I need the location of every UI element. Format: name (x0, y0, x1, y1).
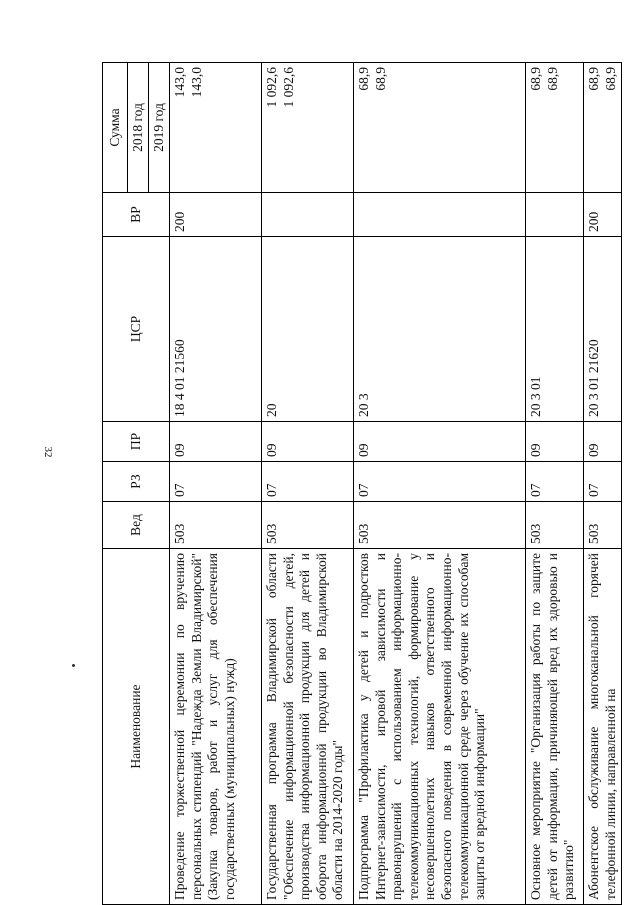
row-vr (262, 193, 354, 237)
row-rz: 07 (262, 462, 354, 502)
rotated-table-wrapper (102, 63, 617, 905)
row-pr: 09 (262, 422, 354, 462)
row-2019: 1 092,6 (280, 67, 296, 108)
table-row (584, 63, 622, 905)
row-name: Основное мероприятие "Организация работы по защите детей от информации, причиняющей вред их здоровью и развитию" (526, 549, 584, 905)
row-2018: 68,9 (586, 67, 601, 91)
row-csr: 18 4 01 21560 (170, 237, 262, 422)
row-csr: 20 3 (354, 237, 526, 422)
row-ved: 503 (526, 502, 584, 549)
row-ved: 503 (354, 502, 526, 549)
row-pr: 09 (584, 422, 622, 462)
row-ved: 503 (170, 502, 262, 549)
row-sum-cell (584, 63, 622, 193)
row-vr: 200 (584, 193, 622, 237)
row-2018: 68,9 (528, 67, 543, 91)
row-sum-cell (354, 63, 526, 193)
row-2018: 1 092,6 (264, 67, 279, 108)
header-2019: 2019 год (149, 63, 170, 193)
row-sum-cell (262, 63, 354, 193)
row-2019: 68,9 (372, 67, 388, 91)
header-row (103, 63, 128, 905)
row-pr: 09 (170, 422, 262, 462)
row-2019: 68,9 (544, 67, 560, 91)
row-rz: 07 (170, 462, 262, 502)
row-rz: 07 (584, 462, 622, 502)
row-name: Государственная программа Владимирской области "Обеспечение информационной безопасности детей, производства информационной продукции для детей и оборота информационной продукции во Владимирской области на 2014-2020 годы" (262, 549, 354, 905)
header-name: Наименование (103, 549, 170, 905)
table-row (354, 63, 526, 905)
row-rz: 07 (526, 462, 584, 502)
table-row (170, 63, 262, 905)
header-vr: ВР (103, 193, 170, 237)
scan-dot (72, 664, 75, 667)
row-sum-cell (170, 63, 262, 193)
row-csr: 20 (262, 237, 354, 422)
header-pr: ПР (103, 422, 170, 462)
header-rz: РЗ (103, 462, 170, 502)
page-number: 32 (42, 446, 54, 458)
table-row (526, 63, 584, 905)
row-2018: 143,0 (172, 67, 187, 98)
header-sum: Сумма (103, 63, 128, 193)
row-rz: 07 (354, 462, 526, 502)
row-name: Проведение торжественной церемонии по вручению персональных стипендий "Надежда Земли Владимирской" (Закупка товаров, работ и услуг для обеспечения государственных (муниципальных) нужд) (170, 549, 262, 905)
row-ved: 503 (262, 502, 354, 549)
header-ved: Вед (103, 502, 170, 549)
row-csr: 20 3 01 21620 (584, 237, 622, 422)
row-ved: 503 (584, 502, 622, 549)
table-row (262, 63, 354, 905)
row-2018: 68,9 (356, 67, 371, 91)
row-pr: 09 (354, 422, 526, 462)
header-2018: 2018 год (128, 63, 149, 193)
row-csr: 20 3 01 (526, 237, 584, 422)
row-vr (354, 193, 526, 237)
row-vr: 200 (170, 193, 262, 237)
row-name: Абонентское обслуживание многоканальной горячей телефонной линии, направленной на (584, 549, 622, 905)
budget-table (102, 62, 622, 905)
row-2019: 68,9 (602, 67, 618, 91)
row-2019: 143,0 (188, 67, 204, 98)
header-csr: ЦСР (103, 237, 170, 422)
row-pr: 09 (526, 422, 584, 462)
row-vr (526, 193, 584, 237)
row-name: Подпрограмма "Профилактика у детей и подростков Интернет-зависимости, игровой зависимости и правонарушений с использованием информационно-телекоммуникационных технологий, формирование у несовершеннолетних навыков ответственного и безопасного поведения в современной информационно-телекоммуникационной среде через обучение их способам защиты от вредной информации" (354, 549, 526, 905)
row-sum-cell (526, 63, 584, 193)
